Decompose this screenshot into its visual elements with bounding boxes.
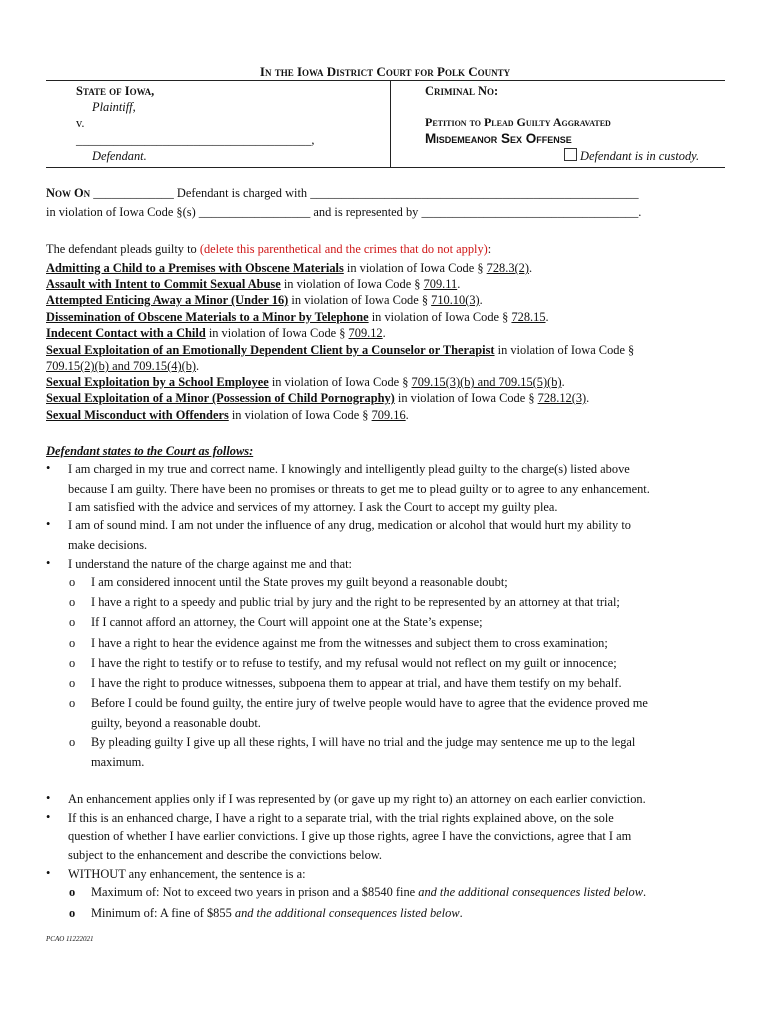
right-text: I have the right to testify or to refuse to testify, and my refusal would not reflect on my guilt or innocence;	[91, 656, 617, 670]
statement-text: make decisions.	[68, 538, 148, 552]
max-text: Maximum of: Not to exceed two years in prison and a $8540 fine	[91, 885, 419, 899]
petition-title-line1: Petition to Plead Guilty Aggravated	[425, 115, 611, 129]
crime-item-continued	[46, 359, 199, 374]
crime-item	[46, 310, 549, 325]
sub-bullet-icon: o	[69, 575, 76, 589]
crime-item	[46, 375, 565, 390]
min-consequences: and the additional consequences listed below	[234, 906, 460, 920]
crime-item	[46, 293, 483, 308]
crime-name: Admitting a Child to a Premises with Obscene Materials	[46, 261, 344, 275]
right-text: I have a right to hear the evidence against me from the witnesses and subject them to cross examination;	[91, 636, 608, 650]
caption-top-rule	[46, 80, 725, 81]
crime-name: Dissemination of Obscene Materials to a Minor by Telephone	[46, 310, 369, 324]
sub-bullet-icon: o	[69, 615, 76, 629]
right-text: maximum.	[91, 755, 145, 769]
plea-colon: :	[487, 242, 492, 256]
crime-name: Indecent Contact with a Child	[46, 326, 206, 340]
right-text: If I cannot afford an attorney, the Court will appoint one at the State’s expense;	[91, 615, 483, 629]
crime-text: in violation of Iowa Code §	[368, 310, 512, 324]
crime-code-link[interactable]: 728.12(3)	[537, 391, 587, 405]
bullet-icon: •	[46, 461, 51, 475]
crime-name: Sexual Misconduct with Offenders	[46, 408, 229, 422]
sub-bullet-icon: o	[69, 656, 76, 670]
crime-code-link[interactable]: 710.10(3)	[431, 293, 480, 307]
crime-item	[46, 343, 634, 358]
sub-bullet-icon: o	[69, 676, 76, 690]
right-text: guilty, beyond a reasonable doubt.	[91, 716, 261, 730]
crime-text: in violation of Iowa Code §	[394, 391, 538, 405]
statement-text: I am charged in my true and correct name. I knowingly and intelligently plead guilty to the charge(s) listed above	[68, 462, 630, 476]
crime-text: in violation of Iowa Code §	[280, 277, 424, 291]
right-text: I have a right to a speedy and public trial by jury and the right to be represented by an attorney at that trial;	[91, 595, 620, 609]
crime-item	[46, 326, 386, 341]
maximum-sentence	[91, 885, 646, 900]
crime-end: .	[457, 277, 461, 291]
right-text: I am considered innocent until the State proves my guilt beyond a reasonable doubt;	[91, 575, 508, 589]
crime-code-link[interactable]: 728.15	[511, 310, 546, 324]
crime-name: Sexual Exploitation of an Emotionally Dependent Client by a Counselor or Therapist	[46, 343, 495, 357]
sub-bullet-icon: o	[69, 885, 76, 899]
crime-code-link[interactable]: 709.11	[423, 277, 458, 291]
max-end: .	[642, 885, 647, 899]
crime-end: .	[545, 310, 549, 324]
crime-item	[46, 408, 409, 423]
criminal-number-label: Criminal No:	[425, 84, 499, 98]
custody-checkbox[interactable]	[564, 148, 577, 161]
crime-end: .	[561, 375, 565, 389]
crime-end: .	[528, 261, 533, 275]
defendant-name-blank: ______________________________________,	[76, 133, 315, 147]
crime-code-link[interactable]: 709.15(3)(b) and 709.15(5)(b)	[411, 375, 562, 389]
crime-text: in violation of Iowa Code §	[228, 408, 372, 422]
crime-code-link[interactable]: 709.12	[348, 326, 383, 340]
statement-text: I am satisfied with the advice and services of my attorney. I ask the Court to accept my guilty plea.	[68, 500, 558, 514]
crime-code-link[interactable]: 728.3(2)	[486, 261, 529, 275]
bullet-icon: •	[46, 810, 51, 824]
bullet-icon: •	[46, 556, 51, 570]
crime-item	[46, 391, 589, 406]
sub-bullet-icon: o	[69, 696, 76, 710]
statement-text: An enhancement applies only if I was represented by (or gave up my right to) an attorney on each earlier conviction.	[68, 792, 646, 806]
bullet-icon: •	[46, 791, 51, 805]
statement-text: WITHOUT any enhancement, the sentence is a:	[68, 867, 306, 881]
form-code: PCAO 11222021	[46, 935, 94, 943]
right-text: By pleading guilty I give up all these rights, I will have no trial and the judge may sentence me up to the legal	[91, 735, 636, 749]
caption-bottom-rule-right	[390, 167, 725, 168]
caption-bottom-rule	[46, 167, 390, 168]
bullet-icon: •	[46, 517, 51, 531]
crime-end: .	[196, 359, 200, 373]
crime-item	[46, 261, 532, 276]
minimum-sentence	[91, 906, 463, 921]
crime-item	[46, 277, 460, 292]
crime-end: .	[405, 408, 409, 422]
state-label: State of Iowa,	[76, 84, 155, 98]
crime-text: in violation of Iowa Code §	[343, 261, 487, 275]
custody-label: Defendant is in custody.	[580, 149, 700, 163]
min-end: .	[459, 906, 463, 920]
plea-instruction	[46, 242, 491, 257]
crime-text: in violation of Iowa Code §	[494, 343, 635, 357]
crime-code-link[interactable]: 709.16	[371, 408, 406, 422]
min-text: Minimum of: A fine of $855	[91, 906, 235, 920]
crime-end: .	[586, 391, 590, 405]
delete-instruction: (delete this parenthetical and the crimes that do not apply)	[199, 242, 488, 256]
custody-checkbox-row[interactable]	[564, 148, 699, 164]
right-text: Before I could be found guilty, the entire jury of twelve people would have to agree that the evidence proved me	[91, 696, 648, 710]
crime-text: in violation of Iowa Code §	[288, 293, 432, 307]
max-consequences: and the additional consequences listed below	[418, 885, 643, 899]
plaintiff-label: Plaintiff,	[92, 100, 136, 114]
crime-end: .	[479, 293, 483, 307]
now-on-label: Now On	[46, 186, 91, 200]
defendant-label: Defendant.	[92, 149, 147, 163]
charge-line	[46, 186, 639, 201]
court-title: In the Iowa District Court for Polk County	[259, 64, 511, 79]
crime-name: Sexual Exploitation of a Minor (Possession of Child Pornography)	[46, 391, 395, 405]
states-heading: Defendant states to the Court as follows:	[46, 444, 254, 458]
statement-text: because I am guilty. There have been no promises or threats to get me to plead guilty or to agree to any enhancement.	[68, 482, 650, 496]
statement-text: question of whether I have earlier convictions. I give up those rights, agree I have the convictions, agree that I am	[68, 829, 632, 843]
versus-label: v.	[76, 116, 85, 130]
sub-bullet-icon: o	[69, 906, 76, 920]
sub-bullet-icon: o	[69, 735, 76, 749]
crime-end: .	[382, 326, 386, 340]
sub-bullet-icon: o	[69, 595, 76, 609]
crime-name: Assault with Intent to Commit Sexual Abuse	[46, 277, 281, 291]
charge-line-text: _____________ Defendant is charged with _____________________________________________________	[90, 186, 639, 200]
statement-text: I am of sound mind. I am not under the influence of any drug, medication or alcohol that would hurt my ability to	[68, 518, 631, 532]
statement-text: If this is an enhanced charge, I have a right to a separate trial, with the trial rights explained above, on the sole	[68, 811, 614, 825]
statement-text: I understand the nature of the charge against me and that:	[68, 557, 352, 571]
crime-text: in violation of Iowa Code §	[268, 375, 412, 389]
caption-divider	[390, 80, 391, 168]
crime-name: Sexual Exploitation by a School Employee	[46, 375, 269, 389]
crime-text: in violation of Iowa Code §	[205, 326, 349, 340]
crime-name: Attempted Enticing Away a Minor (Under 16)	[46, 293, 289, 307]
violation-line: in violation of Iowa Code §(s) __________________ and is represented by ___________________________________.	[46, 205, 642, 219]
bullet-icon: •	[46, 866, 51, 880]
plea-lead: The defendant pleads guilty to	[46, 242, 200, 256]
right-text: I have the right to produce witnesses, subpoena them to appear at trial, and have them testify on my behalf.	[91, 676, 622, 690]
statement-text: subject to the enhancement and describe the convictions below.	[68, 848, 383, 862]
petition-title-line2: Misdemeanor Sex Offense	[425, 131, 572, 146]
crime-code-link[interactable]: 709.15(2)(b) and 709.15(4)(b)	[46, 359, 197, 373]
sub-bullet-icon: o	[69, 636, 76, 650]
